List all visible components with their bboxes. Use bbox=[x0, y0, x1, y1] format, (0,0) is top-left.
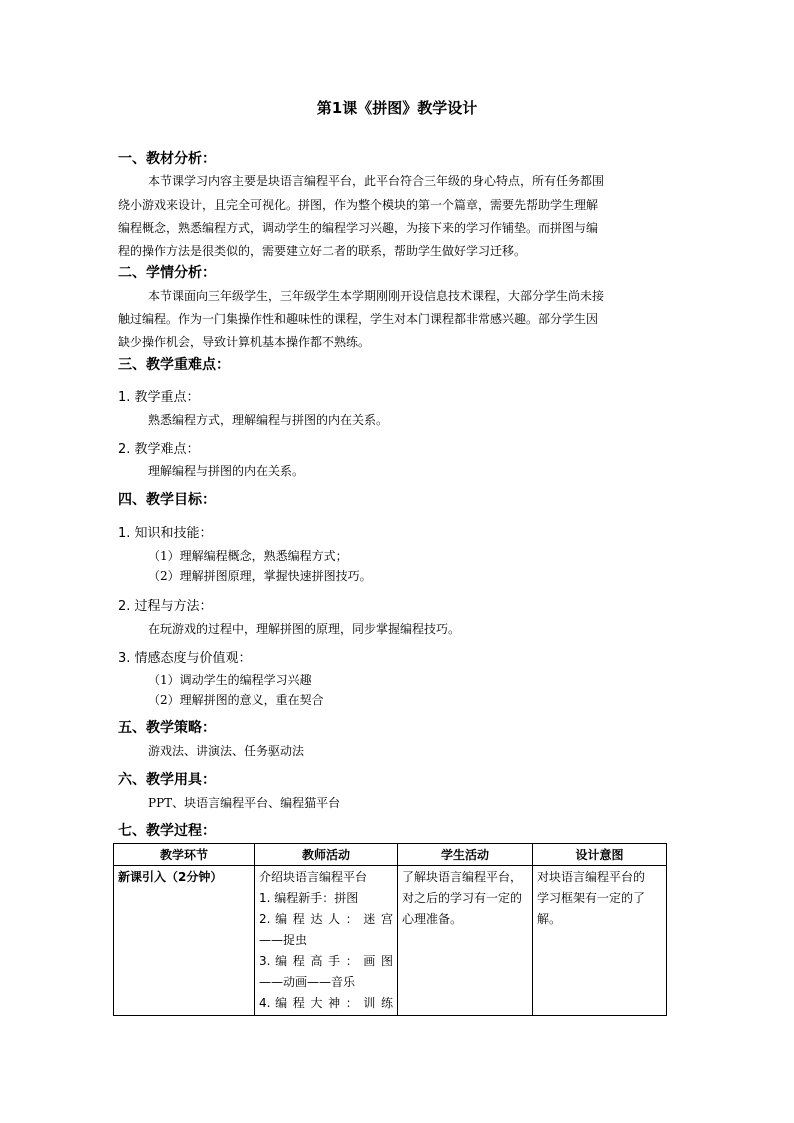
teacher-activity-line: 介绍块语言编程平台 bbox=[259, 870, 368, 884]
student-activity-line: 心理准备。 bbox=[402, 912, 463, 926]
objective-knowledge-label: 1. 知识和技能： bbox=[118, 526, 213, 541]
section-heading-process: 七、教学过程： bbox=[118, 823, 216, 839]
design-intent-line: 学习框架有一定的了 bbox=[537, 891, 646, 905]
section-heading-strategy: 五、教学策略： bbox=[118, 720, 216, 736]
tools-text: PPT、块语言编程平台、编程猫平台 bbox=[148, 796, 341, 810]
materials-line: 程的操作方法是很类似的，需要建立好二者的联系，帮助学生做好学习迁移。 bbox=[118, 244, 527, 258]
table-header-cell: 学生活动 bbox=[398, 844, 533, 866]
materials-line: 本节课学习内容主要是块语言编程平台，此平台符合三年级的身心特点，所有任务都围 bbox=[148, 174, 605, 188]
materials-line: 绕小游戏来设计，且完全可视化。拼图，作为整个模块的第一个篇章，需要先帮助学生理解 bbox=[118, 198, 599, 212]
learners-line: 本节课面向三年级学生，三年级学生本学期刚刚开设信息技术课程，大部分学生尚未接 bbox=[148, 289, 605, 303]
student-activity-line: 了解块语言编程平台， bbox=[402, 870, 523, 884]
teacher-activity-line: 1. 编程新手：拼图 bbox=[259, 891, 359, 905]
table-header-cell: 设计意图 bbox=[533, 844, 667, 866]
objective-item: （1）理解编程概念，熟悉编程方式； bbox=[148, 549, 348, 563]
table-header-cell: 教师活动 bbox=[255, 844, 398, 866]
table-row bbox=[114, 866, 667, 1016]
materials-line: 编程概念，熟悉编程方式，调动学生的编程学习兴趣，为接下来的学习作铺垫。而拼图与编 bbox=[118, 221, 599, 235]
objective-item: （2）理解拼图原理，掌握快速拼图技巧。 bbox=[148, 569, 372, 583]
section-heading-learners: 二、学情分析： bbox=[118, 265, 216, 281]
section-heading-objectives: 四、教学目标： bbox=[118, 492, 216, 508]
design-intent-cell bbox=[533, 866, 667, 1016]
section-heading-key-points: 三、教学重难点： bbox=[118, 357, 230, 373]
teacher-activity-line: 3. 编 程 高 手 ： 画 图 bbox=[259, 954, 393, 968]
teacher-activity-line: ——动画——音乐 bbox=[259, 975, 356, 989]
difficulty-text: 理解编程与拼图的内在关系。 bbox=[148, 464, 305, 478]
key-point-label: 1. 教学重点： bbox=[118, 390, 200, 405]
learners-line: 触过编程。作为一门集操作性和趣味性的课程，学生对本门课程都非常感兴趣。部分学生因 bbox=[118, 312, 599, 326]
difficulty-label: 2. 教学难点： bbox=[118, 442, 200, 457]
section-heading-tools: 六、教学用具： bbox=[118, 772, 216, 788]
student-activity-line: 对之后的学习有一定的 bbox=[402, 891, 523, 905]
objective-process-label: 2. 过程与方法： bbox=[118, 599, 213, 614]
objective-item: （2）理解拼图的意义，重在契合 bbox=[148, 693, 324, 707]
design-intent-line: 解。 bbox=[537, 912, 562, 926]
table-header-row bbox=[114, 844, 667, 866]
objective-item: （1）调动学生的编程学习兴趣 bbox=[148, 673, 312, 687]
student-activity-cell bbox=[398, 866, 533, 1016]
phase-label: 新课引入（2分钟） bbox=[118, 870, 223, 884]
teacher-activity-line: 4. 编 程 大 神 ： 训 练 bbox=[259, 996, 393, 1010]
phase-cell bbox=[114, 866, 255, 1016]
key-point-text: 熟悉编程方式，理解编程与拼图的内在关系。 bbox=[148, 413, 389, 427]
objective-attitude-label: 3. 情感态度与价值观： bbox=[118, 651, 252, 666]
design-intent-line: 对块语言编程平台的 bbox=[537, 870, 646, 884]
teacher-activity-line: ——捉虫 bbox=[259, 933, 308, 947]
learners-line: 缺少操作机会，导致计算机基本操作都不熟练。 bbox=[118, 335, 371, 349]
document-title: 第1课《拼图》教学设计 bbox=[316, 99, 478, 117]
strategy-text: 游戏法、讲演法、任务驱动法 bbox=[148, 744, 305, 758]
teacher-activity-line: 2. 编 程 达 人 ： 迷 宫 bbox=[259, 912, 393, 926]
objective-process-text: 在玩游戏的过程中，理解拼图的原理，同步掌握编程技巧。 bbox=[148, 622, 461, 636]
section-heading-materials: 一、教材分析： bbox=[118, 151, 216, 167]
table-header-cell: 教学环节 bbox=[114, 844, 255, 866]
teacher-activity-cell bbox=[255, 866, 398, 1016]
process-table bbox=[113, 843, 667, 1016]
